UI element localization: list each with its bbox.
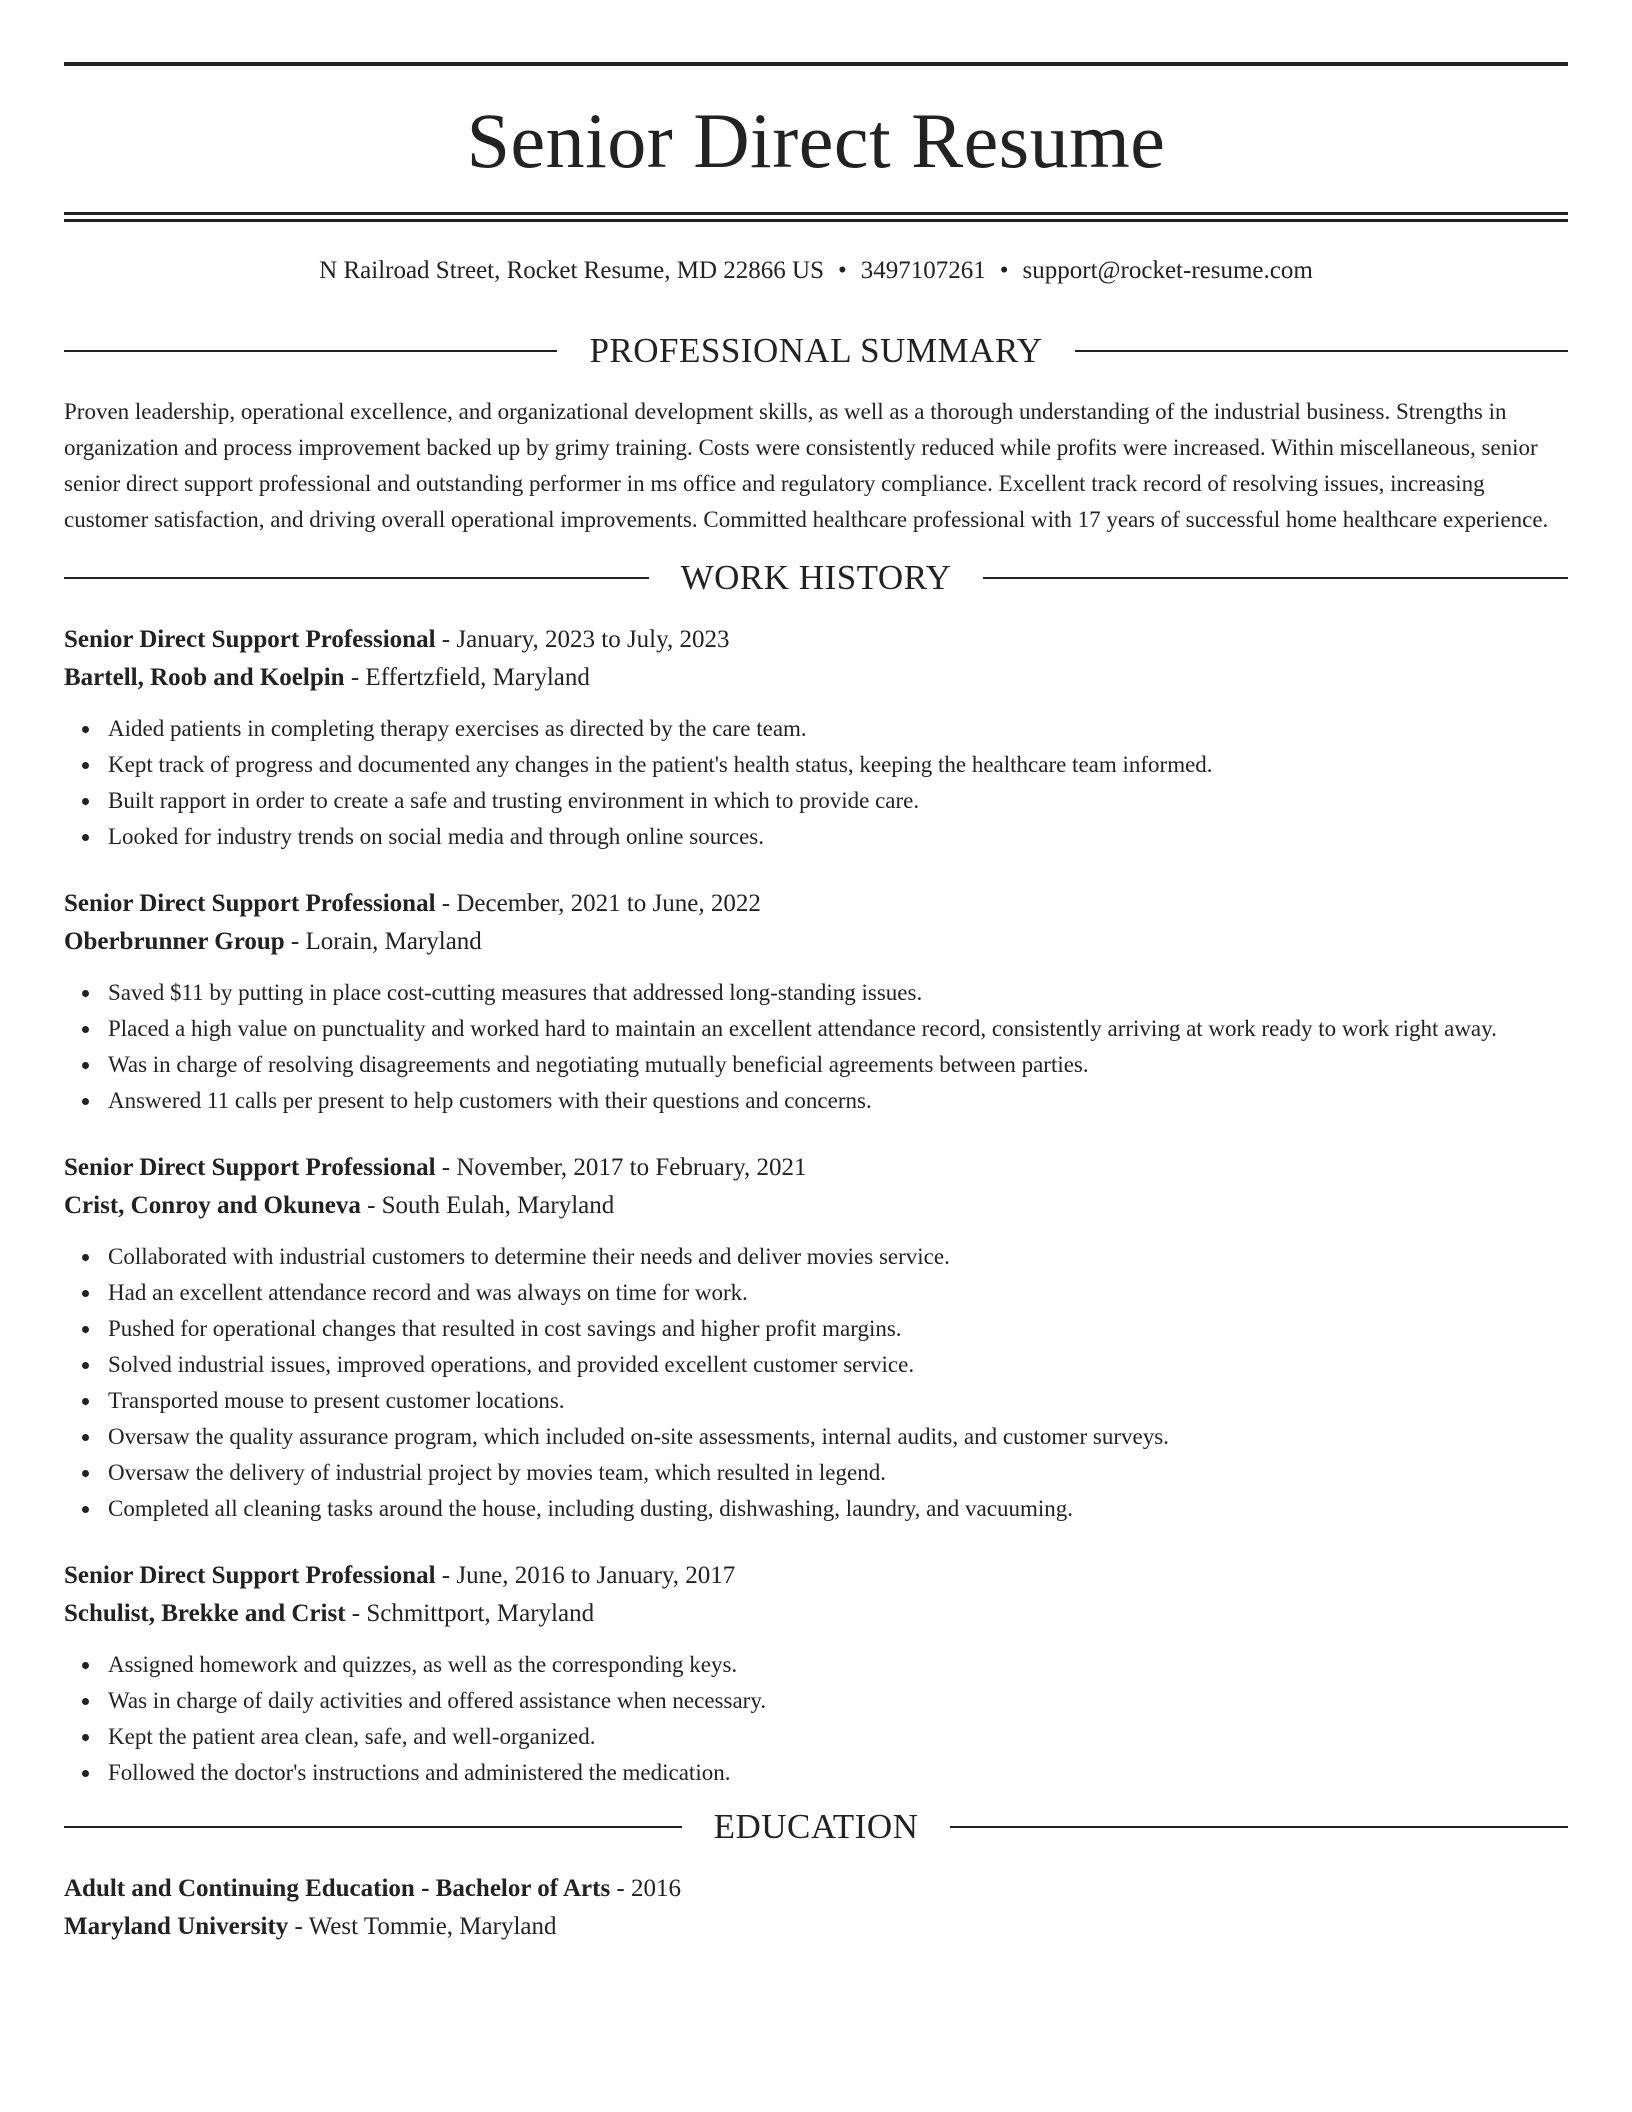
job-company-line xyxy=(64,1187,1568,1225)
job-bullet: Transported mouse to present customer locations. xyxy=(108,1383,1568,1419)
education-school-line xyxy=(64,1908,1568,1946)
job-company: Bartell, Roob and Koelpin xyxy=(64,664,345,691)
job-bullet: Pushed for operational changes that resulted in cost savings and higher profit margins. xyxy=(108,1311,1568,1347)
section-rule-right xyxy=(983,577,1568,579)
job-role: Senior Direct Support Professional xyxy=(64,1154,436,1181)
job-bullet: Saved $11 by putting in place cost-cutting measures that addressed long-standing issues. xyxy=(108,975,1568,1011)
job-bullets xyxy=(64,1647,1568,1791)
contact-email: support@rocket-resume.com xyxy=(1022,257,1313,284)
job-company-line xyxy=(64,1595,1568,1633)
job-dates: - December, 2021 to June, 2022 xyxy=(435,890,761,917)
job-bullet: Was in charge of daily activities and offered assistance when necessary. xyxy=(108,1683,1568,1719)
job-bullet: Placed a high value on punctuality and worked hard to maintain an excellent attendance record, consistently arriving at work ready to work right away. xyxy=(108,1011,1568,1047)
job-role: Senior Direct Support Professional xyxy=(64,890,436,917)
job-company-line xyxy=(64,923,1568,961)
job-company: Oberbrunner Group xyxy=(64,928,285,955)
education-year: - 2016 xyxy=(610,1875,681,1902)
job-entry xyxy=(64,1557,1568,1791)
contact-phone: 3497107261 xyxy=(860,257,986,284)
contact-separator: • xyxy=(999,257,1009,284)
education-location: - West Tommie, Maryland xyxy=(288,1913,557,1940)
education-degree-line xyxy=(64,1870,1568,1908)
job-bullet: Looked for industry trends on social media and through online sources. xyxy=(108,819,1568,855)
job-title-line xyxy=(64,621,1568,659)
job-bullet: Solved industrial issues, improved operations, and provided excellent customer service. xyxy=(108,1347,1568,1383)
contact-line xyxy=(64,258,1568,283)
section-header-education xyxy=(64,1809,1568,1844)
section-header-work xyxy=(64,560,1568,595)
contact-address: N Railroad Street, Rocket Resume, MD 22866 US xyxy=(319,257,824,284)
job-bullet: Kept the patient area clean, safe, and well-organized. xyxy=(108,1719,1568,1755)
job-bullets xyxy=(64,711,1568,855)
job-location: - South Eulah, Maryland xyxy=(360,1192,615,1219)
section-rule-left xyxy=(64,350,557,352)
job-role: Senior Direct Support Professional xyxy=(64,1562,436,1589)
job-entry xyxy=(64,1149,1568,1527)
job-bullet: Oversaw the quality assurance program, which included on-site assessments, internal audits, and customer surveys. xyxy=(108,1419,1568,1455)
job-title-line xyxy=(64,1557,1568,1595)
section-title-work: WORK HISTORY xyxy=(680,558,952,597)
job-bullet: Followed the doctor's instructions and administered the medication. xyxy=(108,1755,1568,1791)
job-location: - Schmittport, Maryland xyxy=(345,1600,595,1627)
job-entry xyxy=(64,885,1568,1119)
section-rule-right xyxy=(950,1826,1568,1828)
job-bullet: Built rapport in order to create a safe and trusting environment in which to provide care. xyxy=(108,783,1568,819)
job-bullet: Collaborated with industrial customers to determine their needs and deliver movies service. xyxy=(108,1239,1568,1275)
job-location: - Lorain, Maryland xyxy=(284,928,482,955)
job-title-line xyxy=(64,1149,1568,1187)
education-degree: Adult and Continuing Education - Bachelor of Arts xyxy=(64,1875,611,1902)
job-role: Senior Direct Support Professional xyxy=(64,626,436,653)
job-bullet: Aided patients in completing therapy exercises as directed by the care team. xyxy=(108,711,1568,747)
summary-text: Proven leadership, operational excellence, and organizational development skills, as well as a thorough understanding of the industrial business. Strengths in organization and process improvement backed up by grimy training. Costs were consistently reduced while profits were increased. Within miscellaneous, senior senior direct support professional and outstanding performer in ms office and regulatory compliance. Excellent track record of resolving issues, increasing customer satisfaction, and driving overall operational improvements. Committed healthcare professional with 17 years of successful home healthcare experience. xyxy=(64,399,1549,532)
job-bullet: Assigned homework and quizzes, as well as the corresponding keys. xyxy=(108,1647,1568,1683)
education-school: Maryland University xyxy=(64,1913,289,1940)
contact-separator: • xyxy=(837,257,847,284)
job-bullet: Kept track of progress and documented any changes in the patient's health status, keeping the healthcare team informed. xyxy=(108,747,1568,783)
section-title-summary: PROFESSIONAL SUMMARY xyxy=(589,331,1043,370)
education-entry xyxy=(64,1870,1568,1946)
job-bullet: Answered 11 calls per present to help customers with their questions and concerns. xyxy=(108,1083,1568,1119)
section-rule-right xyxy=(1075,350,1568,352)
job-entry xyxy=(64,621,1568,855)
header-double-rule xyxy=(64,212,1568,222)
job-bullet: Oversaw the delivery of industrial project by movies team, which resulted in legend. xyxy=(108,1455,1568,1491)
job-bullet: Was in charge of resolving disagreements and negotiating mutually beneficial agreements between parties. xyxy=(108,1047,1568,1083)
job-bullet: Had an excellent attendance record and was always on time for work. xyxy=(108,1275,1568,1311)
job-company: Crist, Conroy and Okuneva xyxy=(64,1192,361,1219)
section-title-education: EDUCATION xyxy=(713,1807,919,1846)
job-dates: - November, 2017 to February, 2021 xyxy=(435,1154,807,1181)
section-rule-left xyxy=(64,577,649,579)
job-bullets xyxy=(64,1239,1568,1527)
job-location: - Effertzfield, Maryland xyxy=(344,664,590,691)
job-title-line xyxy=(64,885,1568,923)
job-bullet: Completed all cleaning tasks around the house, including dusting, dishwashing, laundry, and vacuuming. xyxy=(108,1491,1568,1527)
resume-name: Senior Direct Resume xyxy=(466,97,1166,184)
job-dates: - June, 2016 to January, 2017 xyxy=(435,1562,736,1589)
job-dates: - January, 2023 to July, 2023 xyxy=(435,626,730,653)
section-header-summary xyxy=(64,333,1568,368)
job-company: Schulist, Brekke and Crist xyxy=(64,1600,346,1627)
header-top-rule xyxy=(64,62,1568,66)
job-company-line xyxy=(64,659,1568,697)
section-rule-left xyxy=(64,1826,682,1828)
job-bullets xyxy=(64,975,1568,1119)
